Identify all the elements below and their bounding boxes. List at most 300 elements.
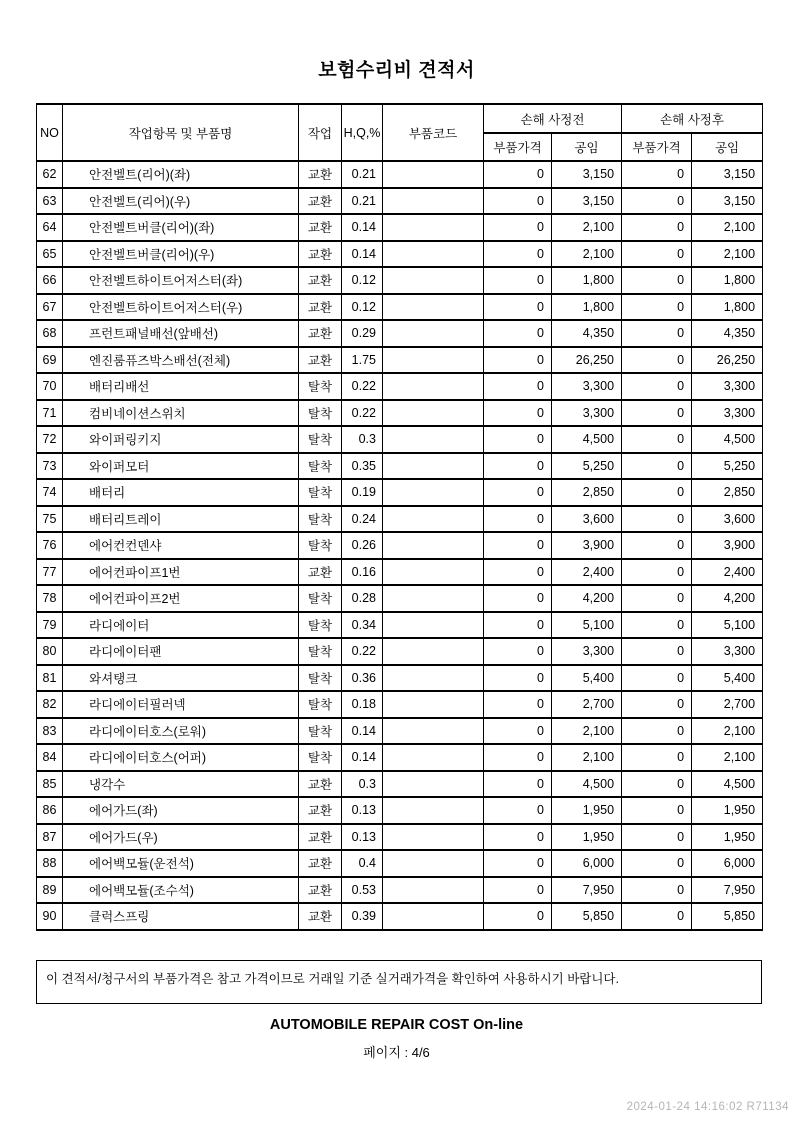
part-code [383, 824, 484, 851]
part-code [383, 320, 484, 347]
part-code [383, 267, 484, 294]
pre-labor: 4,500 [552, 426, 622, 453]
table-row [37, 320, 763, 347]
work-type: 교환 [299, 188, 342, 215]
row-no: 85 [37, 771, 63, 798]
table-row [37, 691, 763, 718]
row-no: 74 [37, 479, 63, 506]
part-name: 에어컨컨덴샤 [63, 532, 299, 559]
row-no: 71 [37, 400, 63, 427]
row-no: 65 [37, 241, 63, 268]
hq-value: 0.13 [342, 797, 383, 824]
part-name: 라디에이터 [63, 612, 299, 639]
post-part-price: 0 [622, 718, 692, 745]
part-code [383, 744, 484, 771]
pre-labor: 26,250 [552, 347, 622, 374]
pre-part-price: 0 [484, 373, 552, 400]
part-name: 에어백모듈(운전석) [63, 850, 299, 877]
row-no: 88 [37, 850, 63, 877]
header-pre-part-price: 부품가격 [484, 133, 552, 161]
row-no: 75 [37, 506, 63, 533]
part-name: 에어백모듈(조수석) [63, 877, 299, 904]
post-labor: 3,150 [692, 161, 763, 188]
work-type: 탈착 [299, 638, 342, 665]
pre-part-price: 0 [484, 559, 552, 586]
part-name: 배터리트레이 [63, 506, 299, 533]
work-type: 교환 [299, 320, 342, 347]
post-part-price: 0 [622, 903, 692, 930]
part-code [383, 903, 484, 930]
post-part-price: 0 [622, 214, 692, 241]
post-part-price: 0 [622, 161, 692, 188]
pre-part-price: 0 [484, 188, 552, 215]
part-code [383, 559, 484, 586]
work-type: 교환 [299, 903, 342, 930]
table-row [37, 824, 763, 851]
work-type: 교환 [299, 824, 342, 851]
pre-part-price: 0 [484, 850, 552, 877]
post-labor: 2,100 [692, 718, 763, 745]
pre-part-price: 0 [484, 877, 552, 904]
pre-part-price: 0 [484, 161, 552, 188]
part-code [383, 400, 484, 427]
post-part-price: 0 [622, 532, 692, 559]
row-no: 66 [37, 267, 63, 294]
row-no: 67 [37, 294, 63, 321]
table-row [37, 585, 763, 612]
header-part-code: 부품코드 [383, 104, 484, 161]
timestamp-watermark: 2024-01-24 14:16:02 R71134 [626, 1101, 789, 1113]
part-code [383, 691, 484, 718]
pre-part-price: 0 [484, 744, 552, 771]
part-name: 배터리 [63, 479, 299, 506]
pre-labor: 3,300 [552, 373, 622, 400]
part-name: 냉각수 [63, 771, 299, 798]
pre-labor: 1,800 [552, 267, 622, 294]
post-part-price: 0 [622, 824, 692, 851]
pre-part-price: 0 [484, 638, 552, 665]
work-type: 탈착 [299, 612, 342, 639]
part-code [383, 638, 484, 665]
post-labor: 2,850 [692, 479, 763, 506]
part-code [383, 585, 484, 612]
work-type: 교환 [299, 347, 342, 374]
post-part-price: 0 [622, 665, 692, 692]
table-row [37, 267, 763, 294]
hq-value: 0.22 [342, 373, 383, 400]
hq-value: 0.19 [342, 479, 383, 506]
part-name: 와이퍼모터 [63, 453, 299, 480]
part-name: 프런트패널배선(앞배선) [63, 320, 299, 347]
post-labor: 3,600 [692, 506, 763, 533]
part-name: 안전벨트(리어)(좌) [63, 161, 299, 188]
header-pre-labor: 공임 [552, 133, 622, 161]
hq-value: 0.21 [342, 188, 383, 215]
pre-labor: 3,900 [552, 532, 622, 559]
row-no: 63 [37, 188, 63, 215]
post-labor: 1,800 [692, 267, 763, 294]
post-part-price: 0 [622, 373, 692, 400]
hq-value: 0.13 [342, 824, 383, 851]
pre-labor: 1,800 [552, 294, 622, 321]
post-part-price: 0 [622, 479, 692, 506]
part-name: 안전벨트버클(리어)(우) [63, 241, 299, 268]
row-no: 90 [37, 903, 63, 930]
post-part-price: 0 [622, 585, 692, 612]
work-type: 교환 [299, 877, 342, 904]
row-no: 86 [37, 797, 63, 824]
table-row [37, 877, 763, 904]
work-type: 탈착 [299, 532, 342, 559]
post-labor: 4,200 [692, 585, 763, 612]
pre-part-price: 0 [484, 479, 552, 506]
hq-value: 0.14 [342, 744, 383, 771]
hq-value: 1.75 [342, 347, 383, 374]
part-name: 배터리배선 [63, 373, 299, 400]
table-row [37, 453, 763, 480]
pre-part-price: 0 [484, 347, 552, 374]
part-name: 클럭스프링 [63, 903, 299, 930]
pre-labor: 2,100 [552, 744, 622, 771]
header-post-assessment-group: 손해 사정후 [622, 104, 763, 133]
hq-value: 0.12 [342, 294, 383, 321]
part-code [383, 188, 484, 215]
part-name: 안전벨트하이트어저스터(우) [63, 294, 299, 321]
post-part-price: 0 [622, 797, 692, 824]
part-name: 라디에이터호스(어퍼) [63, 744, 299, 771]
hq-value: 0.22 [342, 638, 383, 665]
post-labor: 3,150 [692, 188, 763, 215]
pre-labor: 3,600 [552, 506, 622, 533]
post-labor: 2,100 [692, 744, 763, 771]
post-labor: 5,850 [692, 903, 763, 930]
work-type: 탈착 [299, 400, 342, 427]
pre-part-price: 0 [484, 612, 552, 639]
pre-part-price: 0 [484, 214, 552, 241]
row-no: 72 [37, 426, 63, 453]
post-part-price: 0 [622, 347, 692, 374]
hq-value: 0.29 [342, 320, 383, 347]
post-labor: 6,000 [692, 850, 763, 877]
post-part-price: 0 [622, 426, 692, 453]
pre-part-price: 0 [484, 824, 552, 851]
table-row [37, 559, 763, 586]
pre-labor: 4,350 [552, 320, 622, 347]
post-part-price: 0 [622, 241, 692, 268]
part-code [383, 877, 484, 904]
row-no: 77 [37, 559, 63, 586]
work-type: 교환 [299, 771, 342, 798]
hq-value: 0.4 [342, 850, 383, 877]
table-row [37, 188, 763, 215]
post-part-price: 0 [622, 506, 692, 533]
part-code [383, 506, 484, 533]
work-type: 교환 [299, 267, 342, 294]
header-post-labor: 공임 [692, 133, 763, 161]
estimate-table [36, 103, 763, 931]
footer-brand: AUTOMOBILE REPAIR COST On-line [269, 1017, 524, 1033]
post-labor: 26,250 [692, 347, 763, 374]
pre-labor: 5,400 [552, 665, 622, 692]
pre-part-price: 0 [484, 532, 552, 559]
hq-value: 0.16 [342, 559, 383, 586]
pre-part-price: 0 [484, 903, 552, 930]
pre-labor: 3,300 [552, 400, 622, 427]
post-part-price: 0 [622, 638, 692, 665]
table-row [37, 718, 763, 745]
notice-box [36, 960, 762, 1004]
work-type: 교환 [299, 294, 342, 321]
post-labor: 5,100 [692, 612, 763, 639]
part-name: 라디에이터호스(로워) [63, 718, 299, 745]
hq-value: 0.14 [342, 718, 383, 745]
part-code [383, 373, 484, 400]
table-row [37, 373, 763, 400]
row-no: 83 [37, 718, 63, 745]
pre-labor: 2,400 [552, 559, 622, 586]
part-code [383, 241, 484, 268]
table-row [37, 665, 763, 692]
document-title: 보험수리비 견적서 [318, 60, 475, 81]
pre-part-price: 0 [484, 400, 552, 427]
work-type: 탈착 [299, 665, 342, 692]
hq-value: 0.26 [342, 532, 383, 559]
table-row [37, 214, 763, 241]
table-body [37, 161, 763, 930]
post-part-price: 0 [622, 320, 692, 347]
pre-labor: 3,150 [552, 188, 622, 215]
part-code [383, 665, 484, 692]
work-type: 탈착 [299, 373, 342, 400]
row-no: 89 [37, 877, 63, 904]
work-type: 탈착 [299, 585, 342, 612]
post-part-price: 0 [622, 294, 692, 321]
part-name: 안전벨트버클(리어)(좌) [63, 214, 299, 241]
pre-part-price: 0 [484, 267, 552, 294]
header-pre-assessment-group: 손해 사정전 [484, 104, 622, 133]
post-labor: 1,950 [692, 824, 763, 851]
post-part-price: 0 [622, 771, 692, 798]
post-part-price: 0 [622, 877, 692, 904]
table-row [37, 744, 763, 771]
part-code [383, 347, 484, 374]
work-type: 탈착 [299, 426, 342, 453]
pre-labor: 4,500 [552, 771, 622, 798]
work-type: 교환 [299, 797, 342, 824]
post-labor: 2,400 [692, 559, 763, 586]
part-name: 라디에이터필러넥 [63, 691, 299, 718]
post-labor: 2,700 [692, 691, 763, 718]
table-row [37, 771, 763, 798]
post-labor: 1,800 [692, 294, 763, 321]
row-no: 62 [37, 161, 63, 188]
pre-part-price: 0 [484, 453, 552, 480]
hq-value: 0.36 [342, 665, 383, 692]
pre-part-price: 0 [484, 294, 552, 321]
part-code [383, 294, 484, 321]
hq-value: 0.35 [342, 453, 383, 480]
table-row [37, 797, 763, 824]
row-no: 79 [37, 612, 63, 639]
header-post-part-price: 부품가격 [622, 133, 692, 161]
work-type: 교환 [299, 214, 342, 241]
part-name: 와이퍼링키지 [63, 426, 299, 453]
post-labor: 7,950 [692, 877, 763, 904]
part-code [383, 532, 484, 559]
row-no: 82 [37, 691, 63, 718]
pre-labor: 2,100 [552, 241, 622, 268]
work-type: 교환 [299, 850, 342, 877]
post-part-price: 0 [622, 453, 692, 480]
pre-labor: 2,700 [552, 691, 622, 718]
post-part-price: 0 [622, 559, 692, 586]
part-name: 엔진룸퓨즈박스배선(전체) [63, 347, 299, 374]
header-no: NO [37, 104, 63, 161]
pre-part-price: 0 [484, 718, 552, 745]
table-row [37, 294, 763, 321]
table-row [37, 161, 763, 188]
pre-part-price: 0 [484, 665, 552, 692]
part-name: 에어가드(우) [63, 824, 299, 851]
row-no: 78 [37, 585, 63, 612]
pre-part-price: 0 [484, 691, 552, 718]
table-header [37, 104, 763, 161]
row-no: 73 [37, 453, 63, 480]
post-labor: 4,350 [692, 320, 763, 347]
part-name: 라디에이터팬 [63, 638, 299, 665]
pre-labor: 1,950 [552, 824, 622, 851]
table-row [37, 241, 763, 268]
hq-value: 0.34 [342, 612, 383, 639]
hq-value: 0.22 [342, 400, 383, 427]
hq-value: 0.18 [342, 691, 383, 718]
part-name: 에어컨파이프2번 [63, 585, 299, 612]
pre-labor: 7,950 [552, 877, 622, 904]
part-code [383, 612, 484, 639]
part-code [383, 718, 484, 745]
part-name: 안전벨트(리어)(우) [63, 188, 299, 215]
post-labor: 3,300 [692, 400, 763, 427]
table-row [37, 612, 763, 639]
row-no: 76 [37, 532, 63, 559]
work-type: 탈착 [299, 479, 342, 506]
post-labor: 3,300 [692, 373, 763, 400]
pre-part-price: 0 [484, 241, 552, 268]
post-part-price: 0 [622, 612, 692, 639]
pre-labor: 5,850 [552, 903, 622, 930]
table-row [37, 400, 763, 427]
pre-part-price: 0 [484, 320, 552, 347]
row-no: 69 [37, 347, 63, 374]
table-row [37, 532, 763, 559]
pre-part-price: 0 [484, 797, 552, 824]
part-name: 안전벨트하이트어저스터(좌) [63, 267, 299, 294]
part-code [383, 850, 484, 877]
hq-value: 0.3 [342, 426, 383, 453]
page-indicator: 페이지 : 4/6 [363, 1045, 430, 1060]
work-type: 교환 [299, 161, 342, 188]
pre-labor: 5,100 [552, 612, 622, 639]
row-no: 81 [37, 665, 63, 692]
notice-text: 이 견적서/청구서의 부품가격은 참고 가격이므로 거래일 기준 실거래가격을 확인하여 사용하시기 바랍니다. [46, 972, 619, 986]
post-labor: 5,250 [692, 453, 763, 480]
post-part-price: 0 [622, 188, 692, 215]
part-code [383, 479, 484, 506]
row-no: 64 [37, 214, 63, 241]
part-name: 에어컨파이프1번 [63, 559, 299, 586]
hq-value: 0.53 [342, 877, 383, 904]
work-type: 교환 [299, 559, 342, 586]
post-labor: 5,400 [692, 665, 763, 692]
table-row [37, 426, 763, 453]
work-type: 탈착 [299, 691, 342, 718]
row-no: 70 [37, 373, 63, 400]
hq-value: 0.24 [342, 506, 383, 533]
work-type: 교환 [299, 241, 342, 268]
hq-value: 0.14 [342, 241, 383, 268]
header-work: 작업 [299, 104, 342, 161]
post-labor: 4,500 [692, 771, 763, 798]
pre-labor: 1,950 [552, 797, 622, 824]
pre-labor: 2,850 [552, 479, 622, 506]
pre-labor: 3,300 [552, 638, 622, 665]
table-row [37, 479, 763, 506]
pre-labor: 5,250 [552, 453, 622, 480]
post-labor: 3,300 [692, 638, 763, 665]
post-labor: 1,950 [692, 797, 763, 824]
pre-part-price: 0 [484, 426, 552, 453]
part-code [383, 161, 484, 188]
part-name: 와셔탱크 [63, 665, 299, 692]
post-part-price: 0 [622, 691, 692, 718]
pre-labor: 4,200 [552, 585, 622, 612]
pre-part-price: 0 [484, 771, 552, 798]
table-row [37, 850, 763, 877]
pre-labor: 2,100 [552, 214, 622, 241]
hq-value: 0.28 [342, 585, 383, 612]
work-type: 탈착 [299, 744, 342, 771]
row-no: 87 [37, 824, 63, 851]
hq-value: 0.21 [342, 161, 383, 188]
hq-value: 0.3 [342, 771, 383, 798]
work-type: 탈착 [299, 453, 342, 480]
post-part-price: 0 [622, 400, 692, 427]
table-row [37, 638, 763, 665]
pre-labor: 2,100 [552, 718, 622, 745]
part-name: 컴비네이션스위치 [63, 400, 299, 427]
part-code [383, 214, 484, 241]
work-type: 탈착 [299, 506, 342, 533]
row-no: 84 [37, 744, 63, 771]
part-code [383, 771, 484, 798]
header-hq: H,Q,% [342, 104, 383, 161]
part-name: 에어가드(좌) [63, 797, 299, 824]
part-code [383, 453, 484, 480]
pre-labor: 3,150 [552, 161, 622, 188]
post-part-price: 0 [622, 267, 692, 294]
pre-part-price: 0 [484, 585, 552, 612]
table-row [37, 903, 763, 930]
part-code [383, 797, 484, 824]
post-labor: 2,100 [692, 214, 763, 241]
row-no: 80 [37, 638, 63, 665]
post-labor: 4,500 [692, 426, 763, 453]
part-code [383, 426, 484, 453]
hq-value: 0.39 [342, 903, 383, 930]
pre-labor: 6,000 [552, 850, 622, 877]
table-row [37, 347, 763, 374]
post-labor: 2,100 [692, 241, 763, 268]
